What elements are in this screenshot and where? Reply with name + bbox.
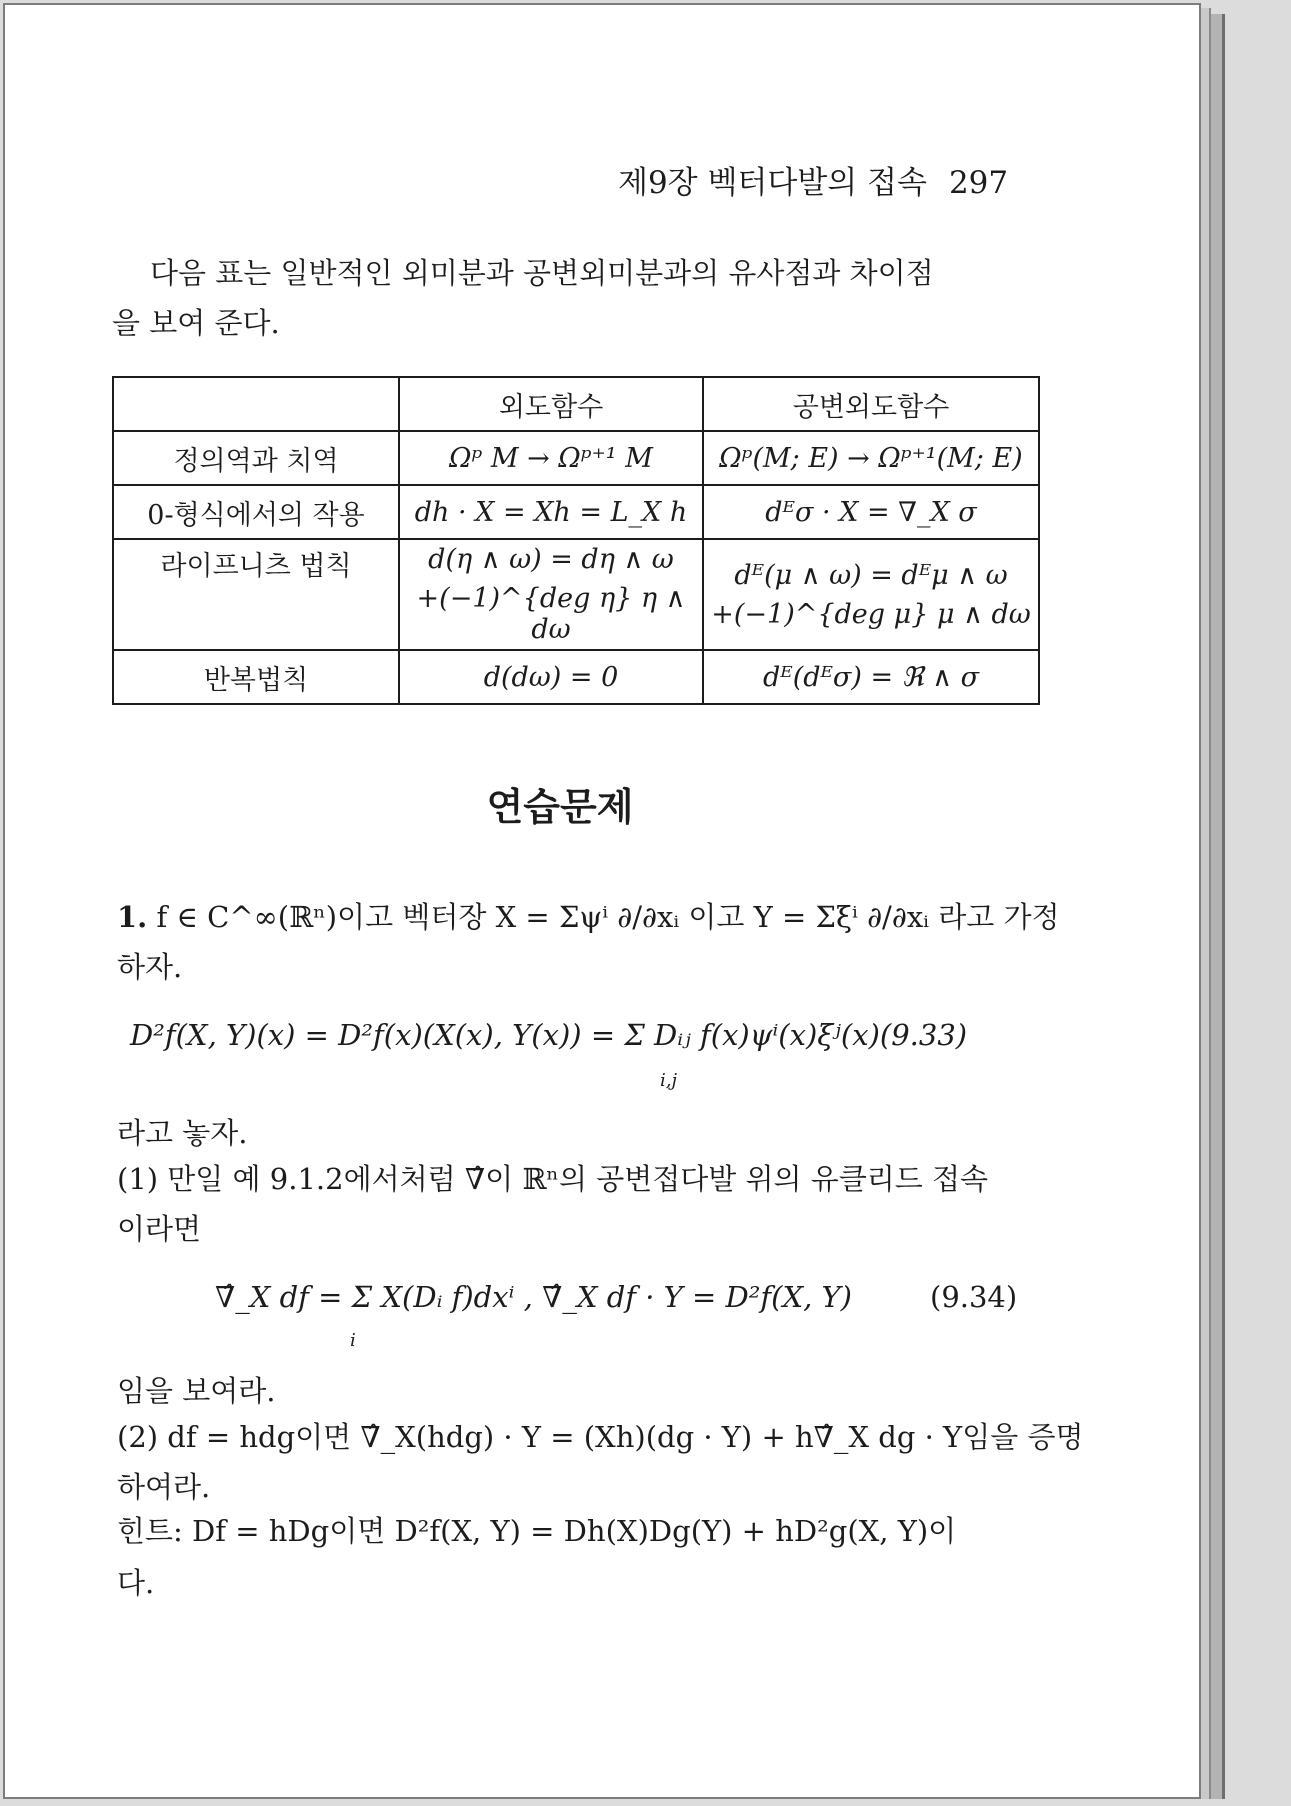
row-label: 정의역과 치역	[113, 431, 399, 485]
covariant-cell: Ωᵖ(M; E) → Ωᵖ⁺¹(M; E)	[703, 431, 1039, 485]
exterior-cell: d(dω) = 0	[399, 650, 703, 704]
exercise-1-line-2: 하자.	[117, 950, 183, 984]
table-row	[113, 539, 1039, 650]
covariant-cell: dᴱ(dᴱσ) = ℜ ∧ σ	[703, 650, 1039, 704]
exterior-cell: Ωᵖ M → Ωᵖ⁺¹ M	[399, 431, 703, 485]
page-number: 297	[948, 165, 1009, 201]
part-2-line-2: 하여라.	[117, 1470, 211, 1504]
table-row	[113, 431, 1039, 485]
exterior-line-2: +(−1)^{deg η} η ∧ dω	[416, 583, 686, 645]
after-9-33: 라고 놓자.	[117, 1116, 248, 1150]
intro-line-2: 을 보여 준다.	[112, 306, 280, 340]
part-1-line-1: (1) 만일 예 9.1.2에서처럼 ∇̂이 ℝⁿ의 공변접다발 위의 유클리드 접속	[117, 1162, 989, 1196]
hint-line-1: 힌트: Df = hDg이면 D²f(X, Y) = Dh(X)Dg(Y) + hD²g(X, Y)이	[117, 1514, 957, 1548]
section-title: 연습문제	[486, 784, 634, 829]
exterior-cell: dh · X = Xh = L_X h	[399, 485, 703, 539]
covariant-line-1: dᴱ(μ ∧ ω) = dᴱμ ∧ ω	[734, 559, 1008, 591]
row-label: 반복법칙	[113, 650, 399, 704]
row-label: 0-형식에서의 작용	[113, 485, 399, 539]
part-1-line-2: 이라면	[117, 1212, 202, 1246]
page-edge-shadow	[1211, 14, 1225, 1799]
equation-9-34: ∇̂_X df = Σ X(Dᵢ f)dxⁱ , ∇̂_X df · Y = D²f(X, Y)	[215, 1280, 852, 1314]
equation-9-33: D²f(X, Y)(x) = D²f(x)(X(x), Y(x)) = Σ Dᵢⱼ f(x)ψⁱ(x)ξʲ(x)(9.33)	[130, 1018, 968, 1052]
exterior-cell	[399, 539, 703, 650]
table-header-row	[113, 377, 1039, 431]
covariant-cell	[703, 539, 1039, 650]
equation-9-34-number: (9.34)	[930, 1280, 1018, 1314]
exercise-number: 1.	[117, 900, 148, 934]
table-row	[113, 485, 1039, 539]
exercise-1-line-1: f ∈ C^∞(ℝⁿ)이고 벡터장 X = Σψⁱ ∂/∂xᵢ 이고 Y = Σξⁱ ∂/∂xᵢ 라고 가정	[156, 900, 1060, 934]
equation-9-33-sum-index: i,j	[660, 1070, 678, 1091]
table-row	[113, 650, 1039, 704]
chapter-title: 제9장 벡터다발의 접속	[618, 165, 927, 201]
table-header-empty	[113, 377, 399, 431]
page-edge	[1201, 8, 1211, 1799]
equation-9-34-sum-index: i	[350, 1330, 356, 1351]
part-2-line-1: (2) df = hdg이면 ∇̂_X(hdg) · Y = (Xh)(dg · Y) + h∇̂_X dg · Y임을 증명	[117, 1420, 1084, 1454]
after-9-34: 임을 보여라.	[117, 1374, 276, 1408]
running-header	[618, 165, 1008, 202]
covariant-cell: dᴱσ · X = ∇_X σ	[703, 485, 1039, 539]
hint-line-2: 다.	[117, 1566, 155, 1600]
exterior-line-1: d(η ∧ ω) = dη ∧ ω	[428, 544, 674, 575]
table-header-covariant: 공변외도함수	[703, 377, 1039, 431]
exercise-1	[117, 900, 1060, 935]
table-header-exterior: 외도함수	[399, 377, 703, 431]
covariant-line-2: +(−1)^{deg μ} μ ∧ dω	[711, 598, 1031, 630]
intro-line-1: 다음 표는 일반적인 외미분과 공변외미분과의 유사점과 차이점	[150, 256, 934, 290]
comparison-table	[112, 376, 1040, 705]
row-label: 라이프니츠 법칙	[113, 539, 399, 650]
